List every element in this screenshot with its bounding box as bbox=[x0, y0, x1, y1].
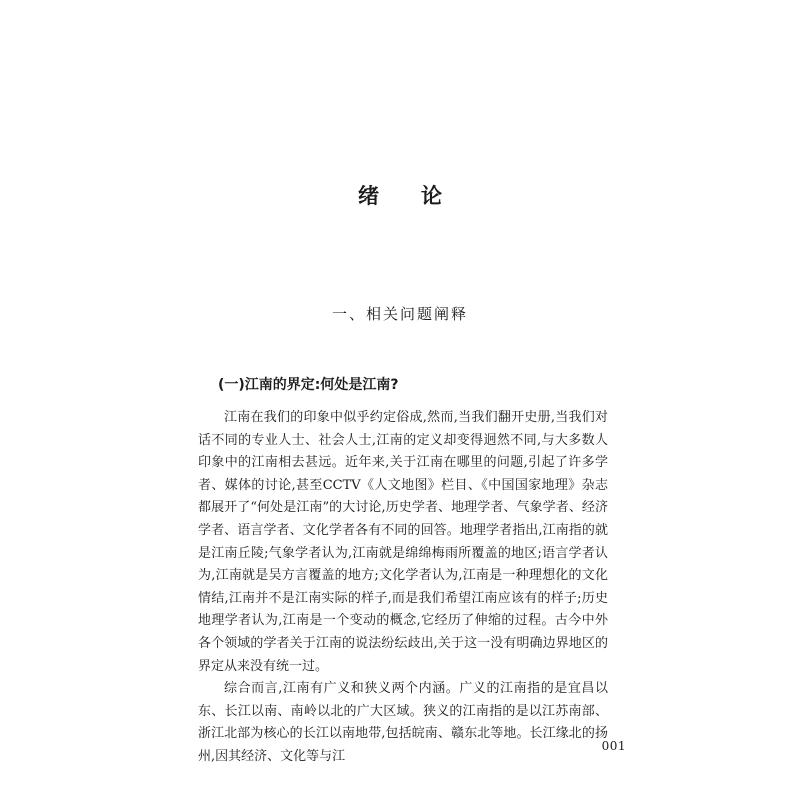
chapter-title-first-char: 绪 bbox=[358, 184, 379, 208]
chapter-title bbox=[0, 180, 800, 210]
chapter-title-second-char: 论 bbox=[421, 184, 442, 208]
paragraph-2: 综合而言,江南有广义和狭义两个内涵。广义的江南指的是宜昌以东、长江以南、南岭以北的广大区域。狭义的江南指的是以江苏南部、浙江北部为核心的长江以南地带,包括皖南、赣东北等地。长江缘北的扬州,因其经济、文化等与江 bbox=[198, 681, 608, 764]
page-number: 001 bbox=[601, 739, 626, 753]
subsection-heading: (一)江南的界定:何处是江南? bbox=[218, 377, 399, 393]
section-heading: 一、相关问题阐释 bbox=[331, 305, 468, 323]
paragraph-1: 江南在我们的印象中似乎约定俗成,然而,当我们翻开史册,当我们对话不同的专业人士、社会人士,江南的定义却变得迥然不同,与大多数人印象中的江南相去甚远。近年来,关于江南在哪里的问题,引起了许多学者、媒体的讨论,甚至CCTV《人文地图》栏目、《中国国家地理》杂志都展开了“何处是江南”的大讨论,历史学者、地理学者、气象学者、经济学者、语言学者、文化学者各有不同的回答。地理学者指出,江南指的就是江南丘陵;气象学者认为,江南就是绵绵梅雨所覆盖的地区;语言学者认为,江南就是吴方言覆盖的地方;文化学者认为,江南是一种理想化的文化情结,江南并不是江南实际的样子,而是我们希望江南应该有的样子;历史地理学者认为,江南是一个变动的概念,它经历了伸缩的过程。古今中外各个领域的学者关于江南的说法纷纭歧出,关于这一没有明确边界地区的界定从来没有统一过。 bbox=[198, 410, 608, 674]
body-text bbox=[198, 407, 608, 769]
